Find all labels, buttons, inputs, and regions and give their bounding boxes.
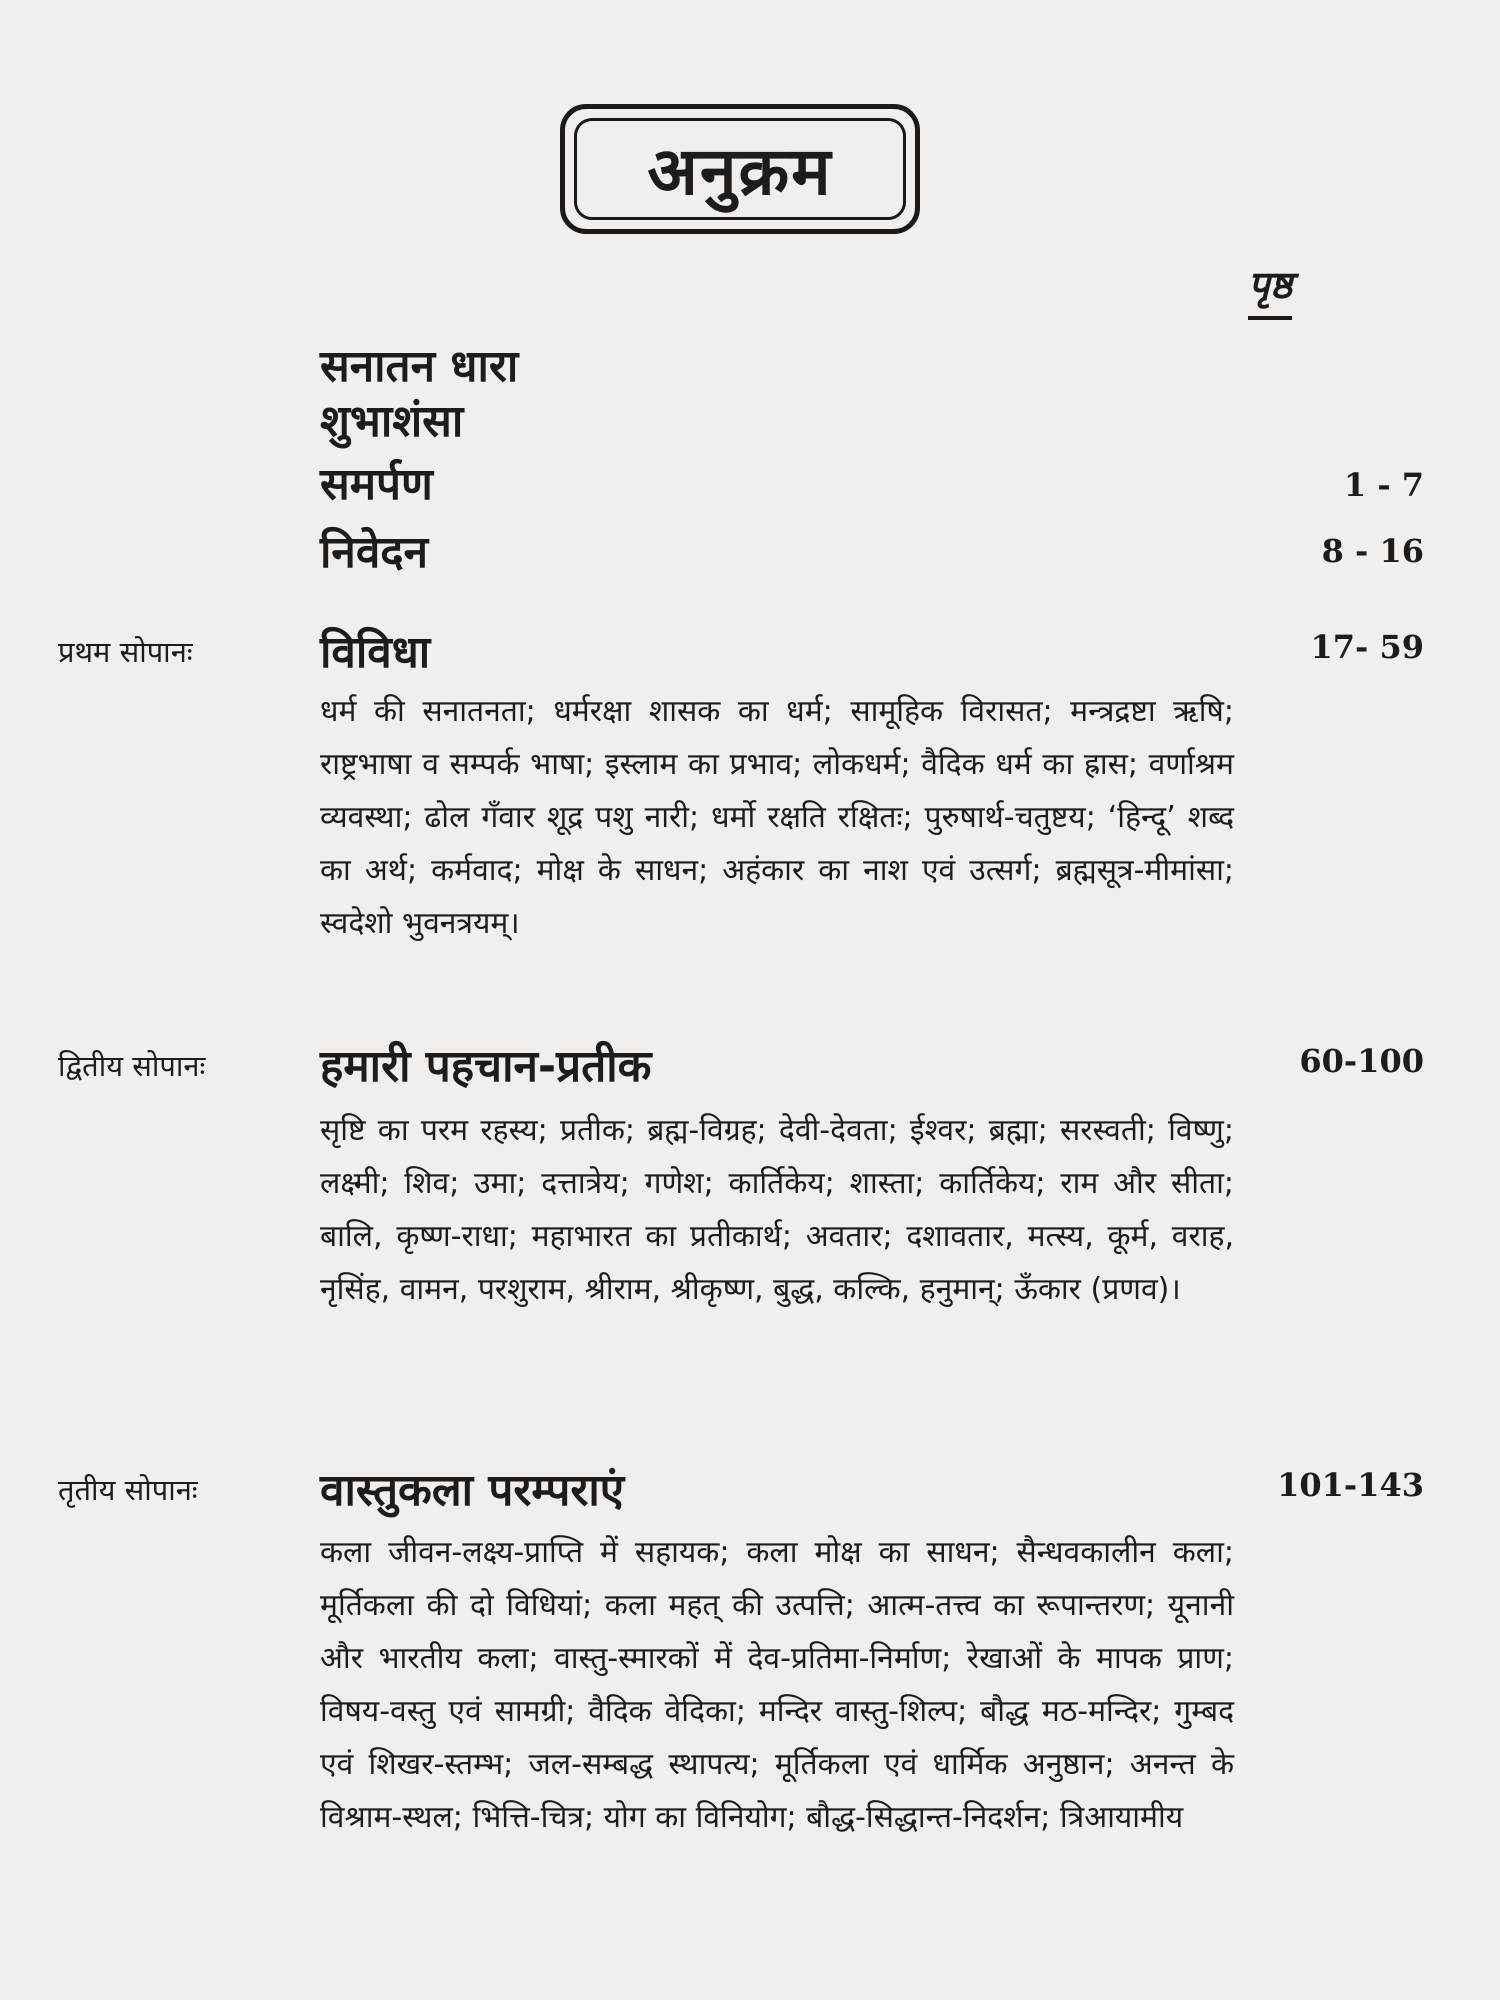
prelim-pages: 8 - 16 [1321,532,1424,570]
title-frame [560,104,920,234]
section-pages: 17- 59 [1310,628,1424,666]
section-description: कला जीवन-लक्ष्य-प्राप्ति में सहायक; कला मोक्ष का साधन; सैन्धवकालीन कला; मूर्तिकला की दो विधियां; कला महत् की उत्पत्ति; आत्म-तत्त्व का रूपान्तरण; यूनानी और भारतीय कला; वास्तु-स्मारकों में देव-प्रतिमा-निर्माण; रेखाओं के मापक प्राण; विषय-वस्तु एवं सामग्री; वैदिक वेदिका; मन्दिर वास्तु-शिल्प; बौद्ध मठ-मन्दिर; गुम्बद एवं शिखर-स्तम्भ; जल-सम्बद्ध स्थापत्य; मूर्तिकला एवं धार्मिक अनुष्ठान; अनन्त के विश्राम-स्थल; भित्ति-चित्र; योग का विनियोग; बौद्ध-सिद्धान्त-निदर्शन; त्रिआयामीय [320,1535,1234,1835]
section-title: हमारी पहचान-प्रतीक [320,1041,652,1092]
page-column-heading: पृष्ठ [1248,258,1292,320]
section-description: सृष्टि का परम रहस्य; प्रतीक; ब्रह्म-विग्रह; देवी-देवता; ईश्वर; ब्रह्मा; सरस्वती; विष्णु; लक्ष्मी; शिव; उमा; दत्तात्रेय; गणेश; कार्तिकेय; शास्ता; कार्तिकेय; राम और सीता; बालि, कृष्ण-राधा; महाभारत का प्रतीकार्थ; अवतार; दशावतार, मत्स्य, कूर्म, वराह, नृसिंह, वामन, परशुराम, श्रीराम, श्रीकृष्ण, बुद्ध, कल्कि, हनुमान्; ऊँकार (प्रणव)। [320,1113,1234,1307]
prelim-title: शुभाशंसा [320,396,464,447]
prelim-title: समर्पण [320,459,433,510]
section-pages: 60-100 [1299,1042,1424,1080]
section-title: विविधा [320,627,431,678]
prelim-title: सनातन धारा [320,341,519,392]
prelim-pages: 1 - 7 [1343,466,1424,504]
prelim-title: निवेदन [320,527,429,578]
section-step-label: तृतीय सोपानः [58,1473,198,1507]
section-step-label: प्रथम सोपानः [58,635,193,669]
page-title: अनुक्रम [647,133,833,210]
section-pages: 101-143 [1277,1466,1424,1504]
section-description: धर्म की सनातनता; धर्मरक्षा शासक का धर्म; सामूहिक विरासत; मन्त्रद्रष्टा ऋषि; राष्ट्रभाषा व सम्पर्क भाषा; इस्लाम का प्रभाव; लोकधर्म; वैदिक धर्म का ह्रास; वर्णाश्रम व्यवस्था; ढोल गँवार शूद्र पशु नारी; धर्मो रक्षति रक्षितः; पुरुषार्थ-चतुष्टय; ‘हिन्दू’ शब्द का अर्थ; कर्मवाद; मोक्ष के साधन; अहंकार का नाश एवं उत्सर्ग; ब्रह्मसूत्र-मीमांसा; स्वदेशो भुवनत्रयम्। [320,694,1234,941]
section-step-label: द्वितीय सोपानः [58,1049,206,1083]
section-title: वास्तुकला परम्पराएं [320,1465,625,1516]
